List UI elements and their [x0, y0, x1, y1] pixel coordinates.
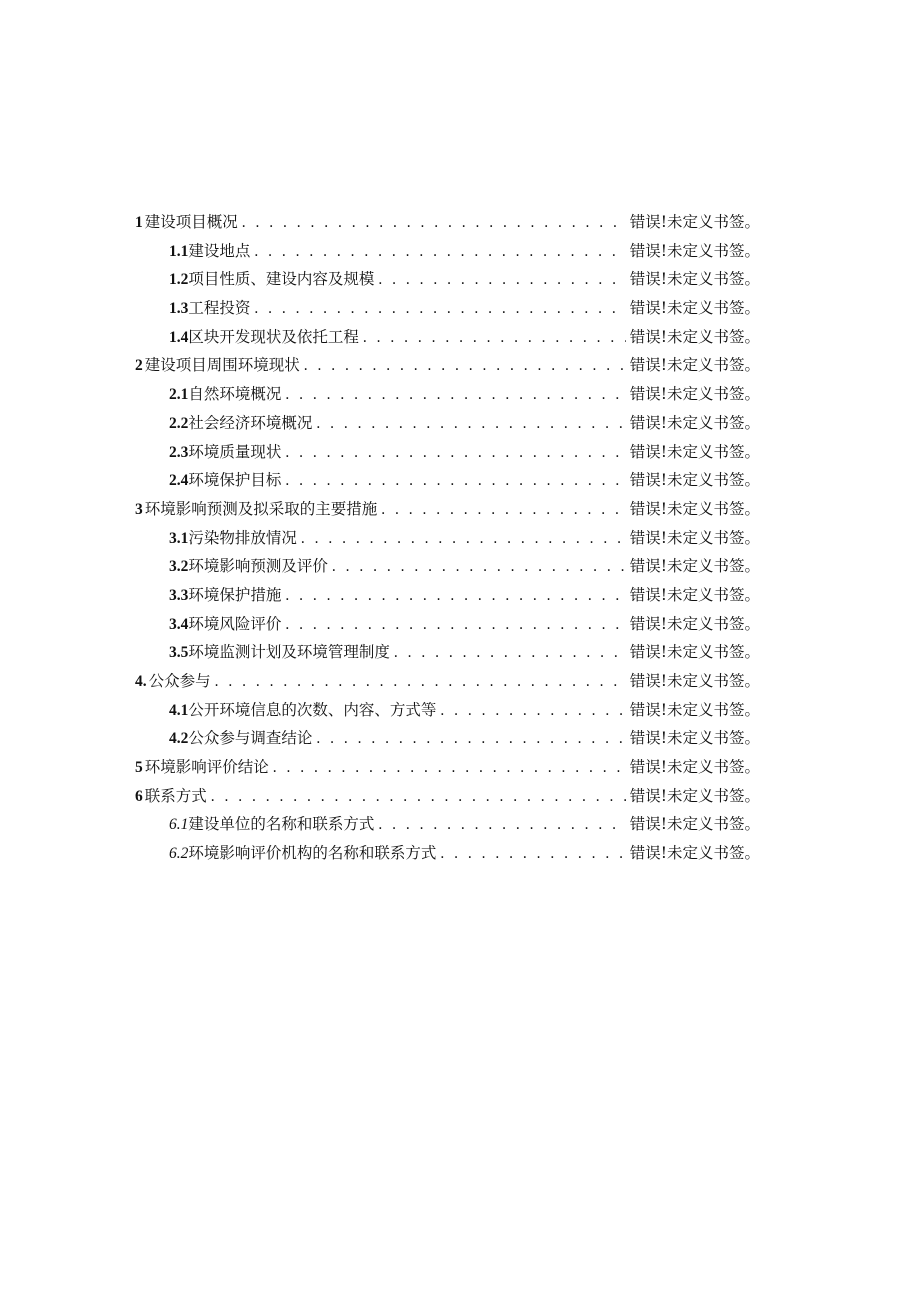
toc-leader-dots: [285, 582, 625, 611]
toc-leader-dots: [316, 725, 625, 754]
toc-entry[interactable]: [135, 724, 760, 753]
toc-entry-number: 1.4: [169, 328, 189, 346]
toc-entry-number: 3: [135, 500, 143, 518]
table-of-contents: [135, 208, 760, 868]
toc-entry-page-ref: 错误!未定义书签。: [629, 614, 760, 633]
toc-leader-dots: [378, 811, 625, 840]
toc-entry[interactable]: [135, 552, 760, 581]
toc-entry[interactable]: [135, 524, 760, 553]
toc-entry-title: 环境质量现状: [188, 442, 282, 461]
toc-entry-page-ref: 错误!未定义书签。: [629, 241, 760, 260]
toc-entry[interactable]: [135, 610, 760, 639]
toc-entry-page-ref: 错误!未定义书签。: [629, 499, 760, 518]
toc-entry-page-ref: 错误!未定义书签。: [629, 729, 760, 748]
toc-entry[interactable]: [135, 696, 760, 725]
toc-entry-title: 建设单位的名称和联系方式: [188, 815, 375, 834]
toc-entry[interactable]: [135, 265, 760, 294]
toc-entry-title: 区块开发现状及依托工程: [188, 327, 359, 346]
toc-entry-number: 2.4: [169, 472, 189, 490]
toc-entry-number: 2: [135, 357, 143, 375]
toc-entry-title: 建设项目周围环境现状: [144, 356, 300, 375]
toc-leader-dots: [285, 381, 625, 410]
toc-entry-title: 环境保护目标: [188, 471, 282, 490]
toc-entry-number: 3.3: [169, 586, 189, 604]
toc-entry-title: 自然环境概况: [188, 385, 282, 404]
toc-leader-dots: [316, 410, 625, 439]
toc-leader-dots: [254, 238, 625, 267]
toc-leader-dots: [285, 611, 625, 640]
toc-leader-dots: [215, 668, 626, 697]
toc-entry[interactable]: [135, 667, 760, 696]
toc-entry-number: 3.1: [169, 529, 189, 547]
toc-leader-dots: [211, 783, 626, 812]
toc-leader-dots: [301, 525, 626, 554]
toc-entry-page-ref: 错误!未定义书签。: [629, 413, 760, 432]
toc-entry[interactable]: [135, 495, 760, 524]
toc-entry-number: 3.5: [169, 644, 189, 662]
toc-entry-title: 环境保护措施: [188, 585, 282, 604]
toc-entry-number: 3.2: [169, 558, 189, 576]
toc-leader-dots: [285, 439, 625, 468]
toc-entry[interactable]: [135, 753, 760, 782]
toc-entry-number: 6.1: [169, 816, 189, 834]
toc-entry[interactable]: [135, 438, 760, 467]
toc-entry-page-ref: 错误!未定义书签。: [629, 700, 760, 719]
toc-entry-title: 建设地点: [188, 241, 251, 260]
toc-entry-page-ref: 错误!未定义书签。: [629, 557, 760, 576]
toc-leader-dots: [332, 553, 626, 582]
toc-entry-page-ref: 错误!未定义书签。: [629, 299, 760, 318]
toc-entry-number: 4.1: [169, 701, 189, 719]
toc-entry[interactable]: [135, 380, 760, 409]
toc-entry-title: 公众参与: [148, 672, 211, 690]
toc-entry[interactable]: [135, 782, 760, 811]
toc-entry-number: 2.1: [169, 386, 189, 404]
toc-entry-number: 1: [135, 214, 143, 231]
toc-entry-page-ref: 错误!未定义书签。: [629, 385, 760, 404]
toc-entry-title: 公开环境信息的次数、内容、方式等: [188, 700, 437, 719]
toc-entry-page-ref: 错误!未定义书签。: [629, 356, 760, 375]
toc-entry-title: 联系方式: [144, 786, 207, 805]
toc-entry-page-ref: 错误!未定义书签。: [629, 643, 760, 662]
toc-entry-page-ref: 错误!未定义书签。: [629, 471, 760, 490]
toc-entry-page-ref: 错误!未定义书签。: [629, 327, 760, 346]
toc-entry-title: 环境影响预测及拟采取的主要措施: [144, 499, 378, 518]
toc-entry-page-ref: 错误!未定义书签。: [629, 844, 760, 863]
toc-leader-dots: [273, 754, 626, 783]
toc-entry-page-ref: 错误!未定义书签。: [629, 213, 760, 231]
toc-entry-title: 环境风险评价: [188, 614, 282, 633]
toc-entry-title: 环境影响评价机构的名称和联系方式: [188, 844, 437, 863]
toc-leader-dots: [254, 295, 625, 324]
toc-entry[interactable]: [135, 810, 760, 839]
toc-entry-number: 4.: [135, 673, 147, 690]
toc-entry-page-ref: 错误!未定义书签。: [629, 528, 760, 547]
toc-entry-title: 污染物排放情况: [188, 528, 297, 547]
toc-leader-dots: [440, 697, 625, 726]
toc-entry-number: 2.3: [169, 443, 189, 461]
toc-entry-page-ref: 错误!未定义书签。: [629, 270, 760, 289]
toc-entry-title: 项目性质、建设内容及规模: [188, 270, 375, 289]
toc-leader-dots: [363, 324, 626, 353]
toc-entry-page-ref: 错误!未定义书签。: [629, 672, 760, 690]
toc-entry-number: 2.2: [169, 414, 189, 432]
toc-entry-number: 3.4: [169, 615, 189, 633]
toc-entry-title: 环境影响预测及评价: [188, 557, 328, 576]
toc-entry-number: 4.2: [169, 730, 189, 748]
toc-leader-dots: [242, 209, 626, 238]
toc-entry[interactable]: [135, 208, 760, 237]
toc-entry-page-ref: 错误!未定义书签。: [629, 815, 760, 834]
toc-entry[interactable]: [135, 323, 760, 352]
toc-entry[interactable]: [135, 294, 760, 323]
toc-entry-page-ref: 错误!未定义书签。: [629, 758, 760, 777]
toc-leader-dots: [304, 352, 626, 381]
toc-entry[interactable]: [135, 466, 760, 495]
toc-entry[interactable]: [135, 638, 760, 667]
toc-leader-dots: [285, 467, 625, 496]
toc-entry[interactable]: [135, 409, 760, 438]
toc-entry-number: 1.3: [169, 300, 189, 318]
toc-entry-page-ref: 错误!未定义书签。: [629, 585, 760, 604]
toc-entry-number: 5: [135, 759, 143, 777]
toc-entry[interactable]: [135, 237, 760, 266]
toc-entry[interactable]: [135, 581, 760, 610]
toc-entry-title: 社会经济环境概况: [188, 413, 313, 432]
toc-entry-number: 6: [135, 787, 143, 805]
toc-leader-dots: [440, 840, 625, 869]
toc-entry-number: 1.2: [169, 271, 189, 289]
toc-leader-dots: [378, 266, 625, 295]
toc-entry-page-ref: 错误!未定义书签。: [629, 786, 760, 805]
toc-entry[interactable]: [135, 351, 760, 380]
toc-entry-number: 1.1: [169, 242, 189, 260]
toc-entry-title: 建设项目概况: [144, 213, 238, 231]
toc-entry-page-ref: 错误!未定义书签。: [629, 442, 760, 461]
toc-entry-title: 工程投资: [188, 299, 251, 318]
toc-leader-dots: [394, 639, 626, 668]
toc-entry-title: 环境监测计划及环境管理制度: [188, 643, 390, 662]
toc-entry-title: 环境影响评价结论: [144, 758, 269, 777]
toc-entry[interactable]: [135, 839, 760, 868]
toc-leader-dots: [381, 496, 626, 525]
toc-entry-number: 6.2: [169, 845, 189, 863]
toc-entry-title: 公众参与调查结论: [188, 729, 313, 748]
